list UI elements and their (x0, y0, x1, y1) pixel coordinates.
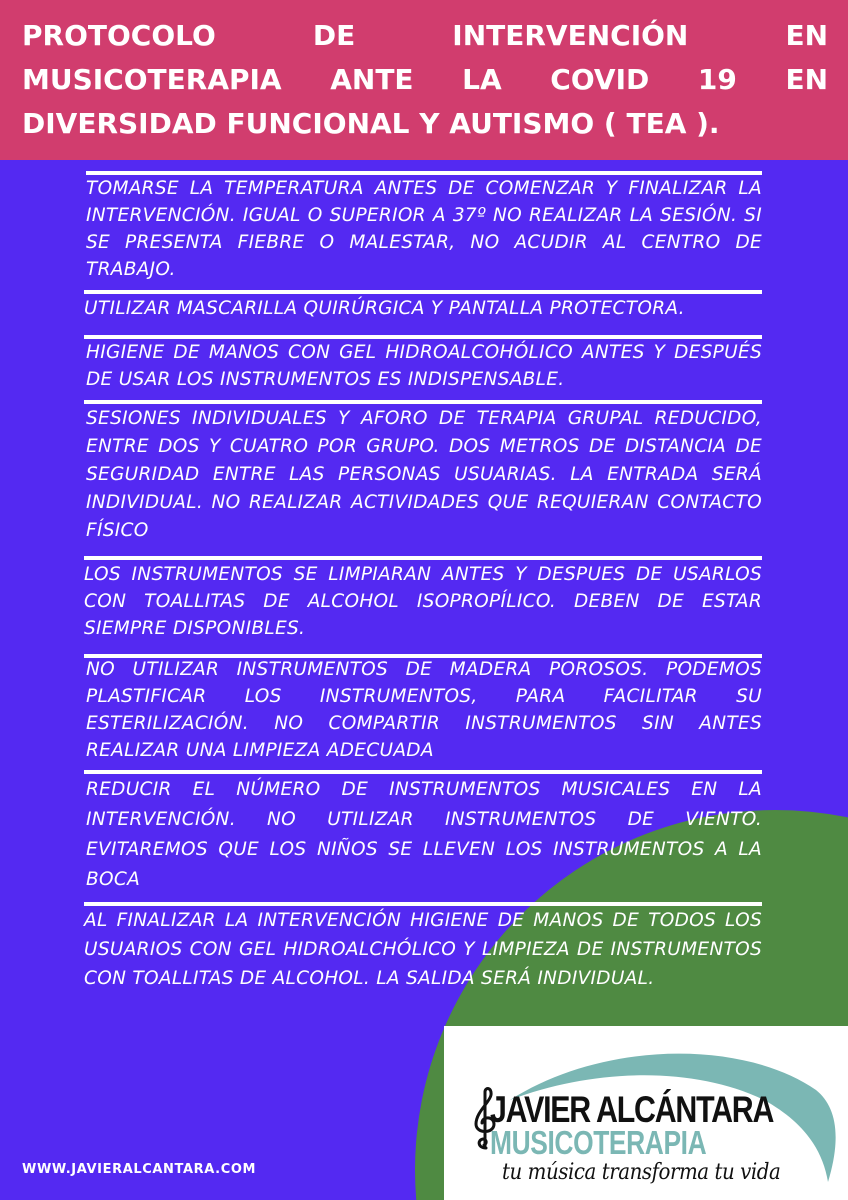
divider (84, 556, 762, 560)
logo-subtitle: MUSICOTERAPIA (490, 1124, 707, 1161)
protocol-item-cleaning: LOS INSTRUMENTOS SE LIMPIARAN ANTES Y DESPUES DE USARLOS CON TOALLITAS DE ALCOHOL ISOPROPÍLICO. DEBEN DE ESTAR SIEMPRE DISPONIBLES. (84, 564, 762, 639)
page-title: PROTOCOLO DE INTERVENCIÓN EN MUSICOTERAPIA ANTE LA COVID 19 EN DIVERSIDAD FUNCIONAL Y AUTISMO ( TEA ). (22, 19, 828, 140)
header-banner (0, 0, 848, 160)
divider (84, 290, 762, 294)
logo (444, 1026, 848, 1200)
divider (84, 400, 762, 404)
logo-name: JAVIER ALCÁNTARA (490, 1089, 774, 1130)
protocol-item-reduce: REDUCIR EL NÚMERO DE INSTRUMENTOS MUSICALES EN LA INTERVENCIÓN. NO UTILIZAR INSTRUMENTOS DE VIENTO. EVITAREMOS QUE LOS NIÑOS SE LLEVEN LOS INSTRUMENTOS A LA BOCA (86, 779, 762, 890)
website-link[interactable]: WWW.JAVIERALCANTARA.COM (22, 1162, 257, 1177)
logo-tagline: tu música transforma tu vida (502, 1160, 781, 1185)
divider (84, 770, 762, 774)
protocol-item-mask: UTILIZAR MASCARILLA QUIRÚRGICA Y PANTALLA PROTECTORA. (84, 298, 685, 319)
protocol-item-materials: NO UTILIZAR INSTRUMENTOS DE MADERA POROSOS. PODEMOS PLASTIFICAR LOS INSTRUMENTOS, PARA FACILITAR SU ESTERILIZACIÓN. NO COMPARTIR INSTRUMENTOS SIN ANTES REALIZAR UNA LIMPIEZA ADECUADA (86, 659, 762, 761)
protocol-item-finish: AL FINALIZAR LA INTERVENCIÓN HIGIENE DE MANOS DE TODOS LOS USUARIOS CON GEL HIDROALCHÓLICO Y LIMPIEZA DE INSTRUMENTOS CON TOALLITAS DE ALCOHOL. LA SALIDA SERÁ INDIVIDUAL. (84, 910, 762, 989)
protocol-item-hand-hygiene: HIGIENE DE MANOS CON GEL HIDROALCOHÓLICO ANTES Y DESPUÉS DE USAR LOS INSTRUMENTOS ES INDISPENSABLE. (86, 342, 762, 390)
protocol-item-temperature: TOMARSE LA TEMPERATURA ANTES DE COMENZAR Y FINALIZAR LA INTERVENCIÓN. IGUAL O SUPERIOR A 37º NO REALIZAR LA SESIÓN. SI SE PRESENTA FIEBRE O MALESTAR, NO ACUDIR AL CENTRO DE TRABAJO. (86, 178, 762, 280)
protocol-item-sessions: SESIONES INDIVIDUALES Y AFORO DE TERAPIA GRUPAL REDUCIDO, ENTRE DOS Y CUATRO POR GRUPO. DOS METROS DE DISTANCIA DE SEGURIDAD ENTRE LAS PERSONAS USUARIAS. LA ENTRADA SERÁ INDIVIDUAL. NO REALIZAR ACTIVIDADES QUE REQUIERAN CONTACTO FÍSICO (86, 408, 762, 541)
